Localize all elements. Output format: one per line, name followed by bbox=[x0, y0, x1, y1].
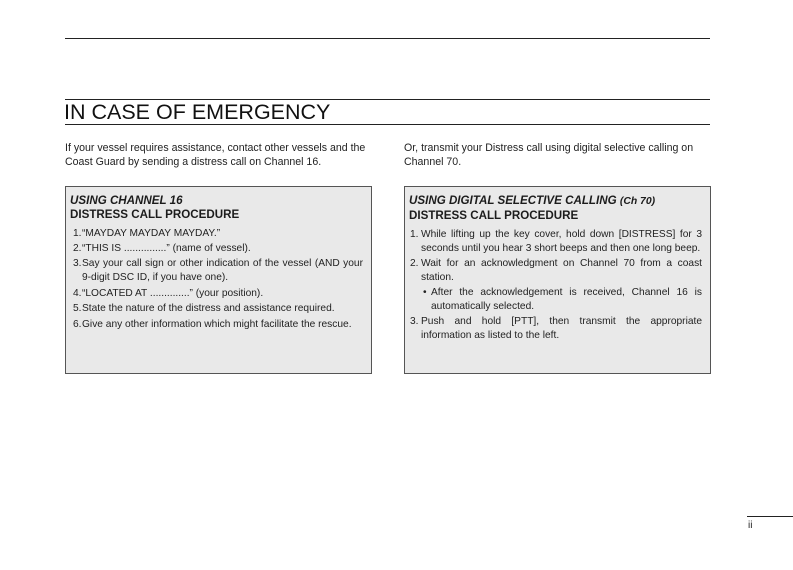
title-rule-bottom bbox=[65, 124, 710, 125]
list-item bbox=[409, 315, 702, 343]
list-item bbox=[70, 318, 363, 332]
intro-right-paragraph: Or, transmit your Distress call using digital selective calling on Channel 70. bbox=[404, 142, 694, 168]
dsc-procedure-box bbox=[404, 186, 711, 374]
step-text: Wait for an acknowledgment on Channel 70 from a coast station. bbox=[421, 258, 702, 284]
channel16-procedure-box bbox=[65, 186, 372, 374]
step-text: “MAYDAY MAYDAY MAYDAY.” bbox=[82, 227, 221, 239]
dsc-steps-list bbox=[409, 228, 702, 344]
step-text: Push and hold [PTT], then transmit the appropriate information as listed to the left. bbox=[421, 316, 702, 342]
list-item bbox=[70, 302, 363, 316]
step-text: “THIS IS ...............” (name of vessel). bbox=[82, 242, 251, 254]
list-item bbox=[70, 287, 363, 301]
step-text: “LOCATED AT ..............” (your position). bbox=[82, 287, 264, 299]
bullet-marker: • bbox=[423, 286, 427, 298]
list-item bbox=[70, 257, 363, 285]
list-item bbox=[70, 242, 363, 256]
sub-bullet-item bbox=[421, 286, 702, 314]
list-item bbox=[409, 257, 702, 314]
step-number: 2. bbox=[410, 258, 419, 270]
step-text: While lifting up the key cover, hold down [DISTRESS] for 3 seconds until you hear 3 short beeps and then one long beep. bbox=[421, 228, 702, 254]
dsc-box-subtitle: DISTRESS CALL PROCEDURE bbox=[409, 209, 579, 222]
step-text: State the nature of the distress and assistance required. bbox=[82, 303, 335, 315]
channel16-box-title: USING CHANNEL 16 bbox=[70, 194, 183, 207]
dsc-box-title bbox=[409, 194, 702, 209]
channel16-box-subtitle: DISTRESS CALL PROCEDURE bbox=[70, 208, 240, 221]
top-rule bbox=[65, 38, 710, 39]
page-title: IN CASE OF EMERGENCY bbox=[64, 100, 331, 124]
list-item bbox=[409, 228, 702, 256]
step-number: 5. bbox=[73, 303, 82, 315]
step-text: Say your call sign or other indication of the vessel (AND your 9-digit DSC ID, if you have one). bbox=[82, 258, 363, 284]
step-text: Give any other information which might facilitate the rescue. bbox=[82, 318, 352, 330]
step-number: 6. bbox=[73, 318, 82, 330]
step-number: 2. bbox=[73, 242, 82, 254]
step-number: 3. bbox=[73, 258, 82, 270]
step-number: 1. bbox=[73, 227, 82, 239]
channel16-steps-list bbox=[70, 227, 363, 332]
dsc-box-title-text: USING DIGITAL SELECTIVE CALLING bbox=[409, 194, 617, 207]
step-number: 1. bbox=[410, 228, 419, 240]
step-number: 4. bbox=[73, 287, 82, 299]
sub-bullet-text: After the acknowledgement is received, Channel 16 is automatically selected. bbox=[431, 286, 702, 312]
list-item bbox=[70, 227, 363, 241]
page-number: ii bbox=[748, 520, 753, 531]
intro-left-paragraph: If your vessel requires assistance, contact other vessels and the Coast Guard by sending a distress call on Channel 16. bbox=[65, 142, 366, 168]
step-number: 3. bbox=[410, 316, 419, 328]
footer-rule bbox=[747, 516, 793, 517]
dsc-box-title-channel: (Ch 70) bbox=[619, 196, 656, 207]
